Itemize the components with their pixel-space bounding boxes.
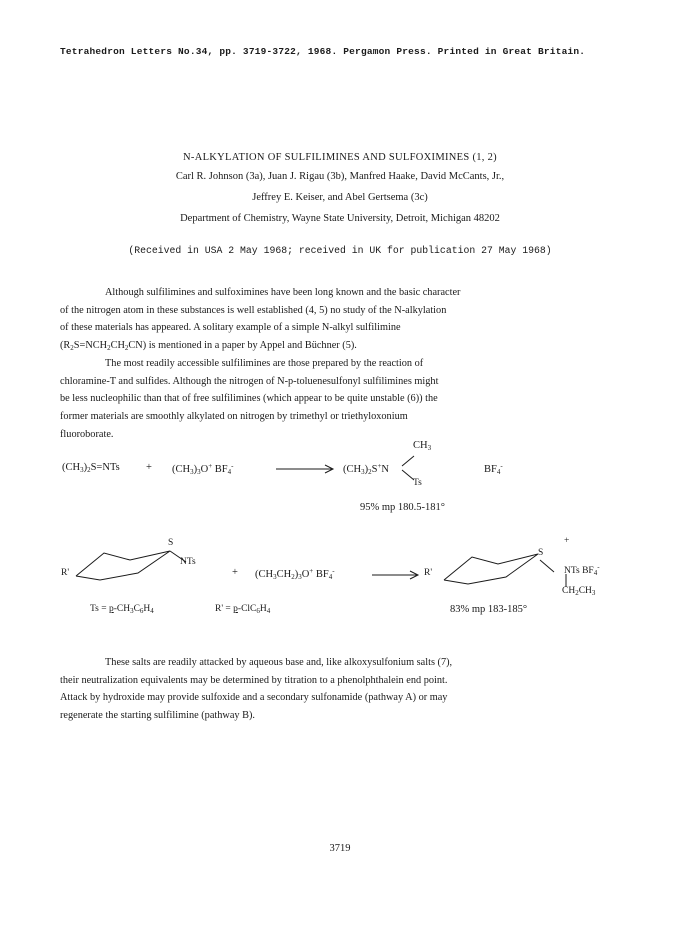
paragraph-3 [60,654,620,725]
paragraph-1 [60,284,620,358]
p3-line: regenerate the starting sulfilimine (pathway B). [60,710,256,722]
p1-text: CH [110,340,125,352]
p3-line: Attack by hydroxide may provide sulfoxide and a secondary sulfonamide (pathway A) or may [60,692,448,704]
eq1-counterion: $BF_4^-$ [484,462,503,476]
p1-sub: 2 [70,344,74,353]
eq2-reactant-nts: NTs [180,557,196,567]
authors-line-2: Jeffrey E. Keiser, and Abel Gertsema (3c) [252,192,428,203]
equation-1 [0,440,680,530]
eq1-arrow [276,464,336,474]
eq2-sub: 6 [139,607,144,615]
p1-line: of the nitrogen atom in these substances is well established (4, 5) no study of the N-alkylation [60,304,447,316]
eq1-reactant-1: $(CH_3)_2S=NTs$ [62,462,120,474]
p1-sub: 2 [124,344,129,353]
paragraph-2 [60,355,620,444]
eq2-sub: 3 [130,607,134,615]
eq2-sub: 6 [256,607,260,615]
authors-line-1: Carl R. Johnson (3a), Juan J. Rigau (3b), Manfred Haake, David McCants, Jr., [175,171,505,182]
eq1-yield: 95% mp 180.5-181° [360,502,445,513]
eq2-r-definition [215,604,270,615]
eq2-text: H [259,604,267,614]
p3-line: their neutralization equivalents may be determined by titration to a phenolphthalein end point. [60,674,448,686]
eq2-text: -CH [113,604,131,614]
eq2-product-plus: + [564,536,570,546]
eq2-text: -ClC [237,604,257,614]
eq2-ts-definition [90,604,154,615]
p2-line: former materials are smoothly alkylated on nitrogen by trimethyl or triethyloxonium [60,411,408,423]
article-title: N-ALKYLATION OF SULFILIMINES AND SULFOXIMINES (1, 2) [183,152,497,163]
p1-text: (R [60,340,71,352]
eq2-text: C [133,604,140,614]
p2-line: fluoroborate. [60,428,114,440]
equation-2 [0,536,680,640]
eq1-ts: Ts [413,478,422,488]
eq1-methyl: $CH_3$ [413,440,432,452]
eq2-text: R' = [215,604,234,614]
p1-line: Although sulfilimines and sulfoximines have been long known and the basic character [105,287,461,298]
eq2-product-r: R' [424,568,433,578]
eq2-product-s: S [538,548,544,558]
p2-line: chloramine-T and sulfides. Although the nitrogen of N-p-toluenesulfonyl sulfilimines might [60,375,439,387]
eq2-plus: + [232,567,238,578]
received-dates: (Received in USA 2 May 1968; received in UK for publication 27 May 1968) [128,245,552,256]
page-number: 3719 [329,843,351,854]
p1-text: CN) is mentioned in a paper by Appel and Büchner (5). [128,340,357,352]
p1-text: S=NCH [73,340,108,352]
eq2-reactant-s: S [168,538,174,548]
affiliation: Department of Chemistry, Wayne State University, Detroit, Michigan 48202 [180,213,500,224]
eq2-sub: 4 [150,607,154,615]
eq1-plus: + [146,462,152,473]
p1-line: of these materials has appeared. A solitary example of a simple N-alkyl sulfilimine [60,322,401,334]
eq2-reagent: $(CH_3CH_2)_3O^+$ $BF_4^-$ [255,567,335,581]
eq2-text: H [143,604,151,614]
eq2-product-ethyl: $CH_2CH_3$ [562,586,596,597]
p2-line: The most readily accessible sulfilimines are those prepared by the reaction of [105,358,424,369]
eq2-text: Ts = [90,604,109,614]
eq2-yield: 83% mp 183-185° [450,604,528,615]
eq2-para: p [108,604,114,614]
eq2-reactant-r: R' [61,568,70,578]
eq2-product-nts: NTs $BF_4^-$ [564,563,600,577]
p1-sub: 2 [107,344,111,353]
eq2-para: p [233,604,238,614]
p3-line: These salts are readily attacked by aqueous base and, like alkoxysulfonium salts (7), [105,657,453,668]
eq1-reactant-2: $(CH_3)_3O^+$ $BF_4^-$ [172,462,234,476]
eq2-arrow [372,570,422,580]
p2-line: be less nucleophilic than that of free sulfilimines (which appear to be quite unstable (6)) the [60,393,438,405]
eq1-product: $(CH_3)_2S^+N$ [343,462,389,476]
eq2-sub: 4 [266,607,271,615]
journal-header: Tetrahedron Letters No.34, pp. 3719-3722, 1968. Pergamon Press. Printed in Great Britain. [60,46,586,57]
